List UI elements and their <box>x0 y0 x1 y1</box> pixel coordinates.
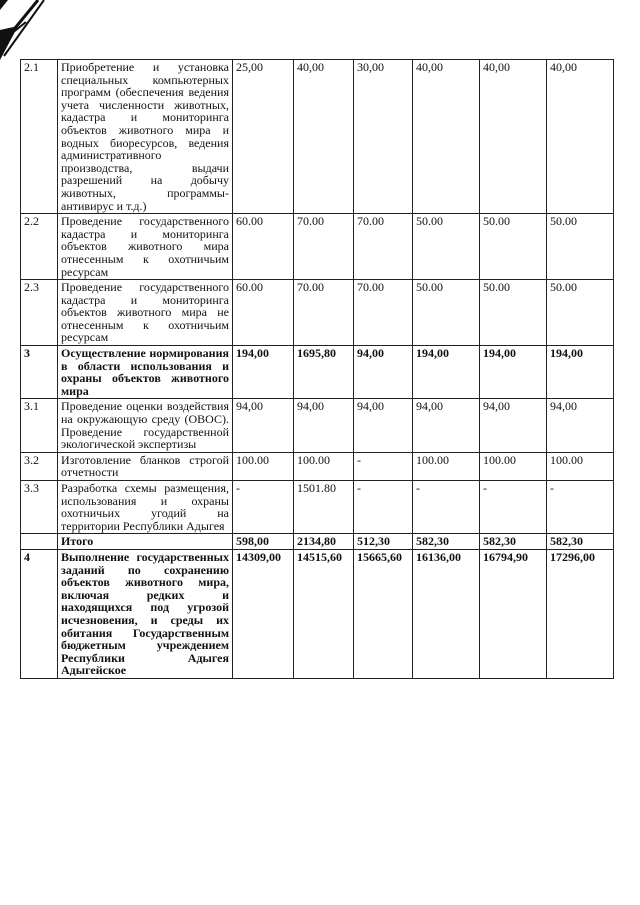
value-cell: 40,00 <box>480 60 547 214</box>
value-cell: 94,00 <box>480 399 547 452</box>
value-cell: 100.00 <box>233 452 294 480</box>
value-cell: 2134,80 <box>294 534 354 550</box>
row-description: Выполнение государственных заданий по сохранению объектов животного мира, включая редких и находящихся под угрозой исчезновения, и среды их обитания Государственным бюджетным учреждением Республики Адыгея Адыгейское <box>58 549 233 678</box>
value-cell: 70.00 <box>294 280 354 346</box>
row-number <box>21 534 58 550</box>
value-cell: 30,00 <box>354 60 413 214</box>
value-cell: 582,30 <box>413 534 480 550</box>
row-number: 3.3 <box>21 481 58 534</box>
table-row <box>21 534 614 550</box>
value-cell: 15665,60 <box>354 549 413 678</box>
value-cell: 50.00 <box>547 214 614 280</box>
budget-table <box>20 59 614 679</box>
value-cell: 14515,60 <box>294 549 354 678</box>
row-number: 3 <box>21 346 58 399</box>
value-cell: 50.00 <box>413 280 480 346</box>
value-cell: 94,00 <box>233 399 294 452</box>
value-cell: 25,00 <box>233 60 294 214</box>
value-cell: 94,00 <box>354 399 413 452</box>
value-cell: 100.00 <box>413 452 480 480</box>
value-cell: 14309,00 <box>233 549 294 678</box>
value-cell: 60.00 <box>233 280 294 346</box>
corner-scan-mark <box>0 0 62 62</box>
row-description: Проведение государственного кадастра и мониторинга объектов животного мира не отнесенным к охотничьим ресурсам <box>58 280 233 346</box>
value-cell: 40,00 <box>294 60 354 214</box>
value-cell: 40,00 <box>413 60 480 214</box>
value-cell: 94,00 <box>354 346 413 399</box>
row-number: 3.1 <box>21 399 58 452</box>
value-cell: 598,00 <box>233 534 294 550</box>
value-cell: 194,00 <box>413 346 480 399</box>
row-number: 2.2 <box>21 214 58 280</box>
row-description: Осуществление нормирования в области использования и охраны объектов животного мира <box>58 346 233 399</box>
value-cell: 94,00 <box>413 399 480 452</box>
row-description: Изготовление бланков строгой отчетности <box>58 452 233 480</box>
value-cell: 194,00 <box>233 346 294 399</box>
table-row <box>21 399 614 452</box>
table-row <box>21 60 614 214</box>
value-cell: 50.00 <box>480 280 547 346</box>
value-cell: 194,00 <box>480 346 547 399</box>
table-row <box>21 452 614 480</box>
table-row <box>21 214 614 280</box>
value-cell: 582,30 <box>547 534 614 550</box>
value-cell: - <box>233 481 294 534</box>
value-cell: 50.00 <box>480 214 547 280</box>
value-cell: - <box>547 481 614 534</box>
value-cell: 50.00 <box>547 280 614 346</box>
row-description: Приобретение и установка специальных компьютерных программ (обеспечения ведения учета численности животных, кадастра и мониторинга объектов животного мира и водных биоресурсов, ведения административного производства, выдачи разрешений на добычу животных, программы-антивирус и т.д.) <box>58 60 233 214</box>
value-cell: - <box>480 481 547 534</box>
value-cell: 194,00 <box>547 346 614 399</box>
row-number: 4 <box>21 549 58 678</box>
value-cell: 582,30 <box>480 534 547 550</box>
value-cell: 70.00 <box>354 214 413 280</box>
value-cell: 40,00 <box>547 60 614 214</box>
table-row <box>21 549 614 678</box>
value-cell: 70.00 <box>354 280 413 346</box>
value-cell: 17296,00 <box>547 549 614 678</box>
value-cell: 100.00 <box>480 452 547 480</box>
table-row <box>21 280 614 346</box>
value-cell: 50.00 <box>413 214 480 280</box>
value-cell: 512,30 <box>354 534 413 550</box>
value-cell: 94,00 <box>294 399 354 452</box>
table-body <box>21 60 614 679</box>
value-cell: 1501.80 <box>294 481 354 534</box>
row-description: Разработка схемы размещения, использования и охраны охотничьих угодий на территории Республики Адыгея <box>58 481 233 534</box>
value-cell: - <box>354 481 413 534</box>
value-cell: 70.00 <box>294 214 354 280</box>
table-row <box>21 346 614 399</box>
table-row <box>21 481 614 534</box>
value-cell: 1695,80 <box>294 346 354 399</box>
value-cell: 16794,90 <box>480 549 547 678</box>
row-description: Проведение оценки воздействия на окружающую среду (ОВОС). Проведение государственной экологической экспертизы <box>58 399 233 452</box>
row-number: 2.3 <box>21 280 58 346</box>
value-cell: 16136,00 <box>413 549 480 678</box>
value-cell: - <box>413 481 480 534</box>
value-cell: 100.00 <box>294 452 354 480</box>
value-cell: 94,00 <box>547 399 614 452</box>
row-number: 2.1 <box>21 60 58 214</box>
value-cell: 100.00 <box>547 452 614 480</box>
row-number: 3.2 <box>21 452 58 480</box>
value-cell: 60.00 <box>233 214 294 280</box>
row-description: Проведение государственного кадастра и мониторинга объектов животного мира отнесенным к охотничьим ресурсам <box>58 214 233 280</box>
row-description: Итого <box>58 534 233 550</box>
value-cell: - <box>354 452 413 480</box>
